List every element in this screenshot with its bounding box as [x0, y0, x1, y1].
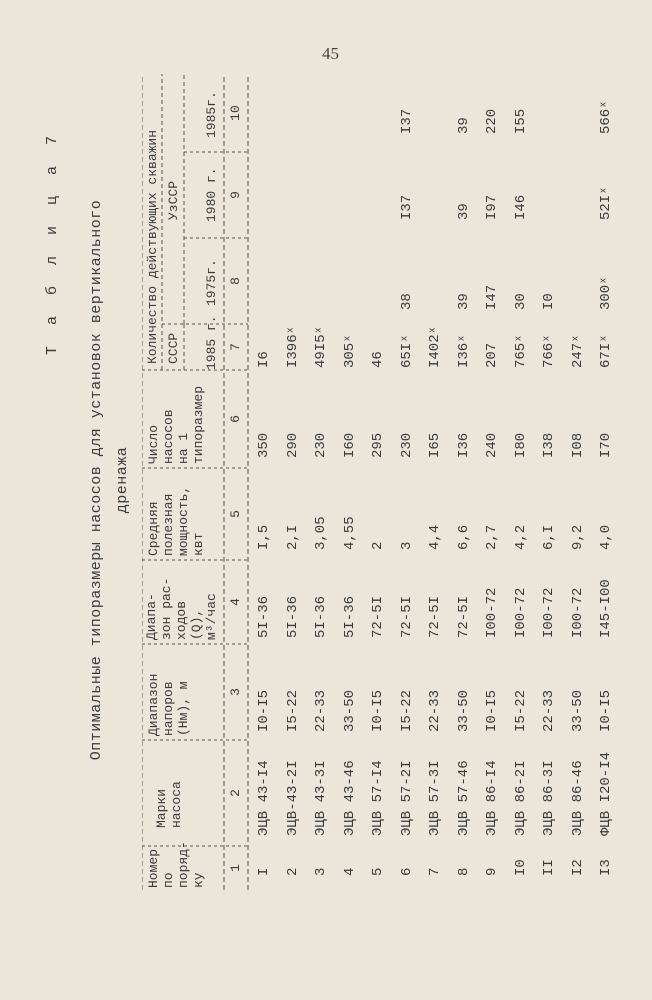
cell-row-number: I — [256, 867, 272, 876]
cell-flow-range: I00-72 — [484, 587, 500, 638]
cell-average-power: 3,05 — [313, 516, 329, 550]
cell-uz-1985: 39 — [455, 117, 472, 134]
cell-uz-1980: I97 — [484, 194, 500, 220]
cell-average-power: 2,I — [284, 524, 301, 550]
cell-pump-mark: ФЦВ I20-I4 — [598, 751, 614, 836]
cell-pump-count: I36 — [455, 432, 472, 458]
cell-ussr-1985: 49I5ˣ — [313, 325, 329, 368]
cell-pump-mark: ЭЦВ 86-46 — [569, 760, 586, 836]
cell-pump-count: I80 — [512, 432, 529, 458]
header-average-power: Средняя полезная мощность, квт — [146, 485, 206, 556]
column-number: 1 — [228, 864, 243, 872]
column-number: 2 — [228, 789, 243, 797]
header-pump-count: Число насосов на 1 типоразмер — [146, 385, 206, 464]
page-number: 45 — [322, 44, 339, 63]
cell-ussr-1985: 247ˣ — [569, 334, 586, 368]
cell-head-range: 22-33 — [541, 689, 557, 732]
cell-row-number: 8 — [455, 867, 472, 876]
cell-pump-mark: ЭЦВ 57-I4 — [370, 760, 386, 836]
cell-pump-mark: ЭЦВ 43-3I — [313, 760, 329, 836]
cell-pump-count: I70 — [598, 432, 614, 458]
column-number: 7 — [228, 343, 243, 351]
cell-pump-count: I60 — [341, 432, 358, 458]
cell-uz-1975: I0 — [541, 293, 557, 310]
column-number: 6 — [228, 415, 243, 423]
cell-row-number: I0 — [512, 859, 529, 876]
cell-ussr-1985: I402ˣ — [427, 325, 443, 368]
cell-pump-count: 290 — [284, 432, 301, 458]
pump-table — [142, 74, 630, 890]
cell-head-range: I0-I5 — [370, 689, 386, 732]
header-ussr: СССР — [166, 332, 181, 364]
cell-row-number: 3 — [313, 867, 329, 876]
cell-pump-count: I65 — [427, 432, 443, 458]
column-number: 3 — [228, 688, 243, 696]
cell-uz-1975: 39 — [455, 293, 472, 310]
cell-ussr-1985: I6 — [256, 351, 272, 368]
cell-flow-range: 5I-36 — [256, 595, 272, 638]
cell-uz-1985: 220 — [484, 108, 500, 134]
cell-average-power: 4,2 — [512, 524, 529, 550]
cell-uz-1980: I46 — [512, 194, 529, 220]
cell-uz-1980: 52Iˣ — [598, 186, 614, 220]
cell-ussr-1985: 207 — [484, 342, 500, 368]
header-uzssr: УзССР — [166, 180, 181, 220]
cell-pump-mark: ЭЦВ 57-2I — [398, 760, 415, 836]
cell-row-number: I3 — [598, 859, 614, 876]
cell-average-power: 6,6 — [455, 524, 472, 550]
cell-pump-mark: ЭЦВ 86-I4 — [484, 760, 500, 836]
cell-row-number: 2 — [284, 867, 301, 876]
cell-flow-range: 72-5I — [455, 595, 472, 638]
cell-average-power: 2 — [370, 541, 386, 550]
cell-uz-1975: I47 — [484, 284, 500, 310]
cell-average-power: 4,4 — [427, 524, 443, 550]
cell-uz-1975: 300ˣ — [598, 276, 614, 310]
cell-pump-count: I38 — [541, 432, 557, 458]
cell-flow-range: 5I-36 — [313, 595, 329, 638]
cell-average-power: 4,55 — [341, 516, 358, 550]
cell-head-range: 22-33 — [313, 689, 329, 732]
cell-uz-1985: I37 — [398, 108, 415, 134]
cell-average-power: 3 — [398, 541, 415, 550]
cell-row-number: 5 — [370, 867, 386, 876]
cell-uz-1975: 30 — [512, 293, 529, 310]
cell-ussr-1985: I396ˣ — [284, 325, 301, 368]
header-year-uz-1980: 1980 г. — [204, 167, 219, 222]
cell-average-power: 2,7 — [484, 524, 500, 550]
cell-ussr-1985: 65Iˣ — [398, 334, 415, 368]
cell-pump-count: 295 — [370, 432, 386, 458]
rotated-page-content — [40, 40, 640, 920]
cell-row-number: 6 — [398, 867, 415, 876]
cell-row-number: 4 — [341, 867, 358, 876]
cell-flow-range: I00-72 — [512, 587, 529, 638]
cell-head-range: I0-I5 — [598, 689, 614, 732]
cell-ussr-1985: 305ˣ — [341, 334, 358, 368]
cell-head-range: 33-50 — [341, 689, 358, 732]
cell-head-range: I5-22 — [398, 689, 415, 732]
header-pump-mark: Марки насоса — [154, 781, 184, 828]
cell-row-number: II — [541, 859, 557, 876]
table-title-line-2: дренажа — [114, 446, 131, 514]
cell-head-range: 33-50 — [569, 689, 586, 732]
cell-flow-range: 72-5I — [427, 595, 443, 638]
cell-flow-range: I45-I00 — [598, 579, 614, 638]
cell-ussr-1985: I36ˣ — [455, 334, 472, 368]
cell-uz-1980: 39 — [455, 203, 472, 220]
header-row-number: Номер по поряд- ку — [146, 841, 206, 888]
header-year-uz-1975: 1975г. — [204, 259, 219, 306]
table-title-line-1: Оптимальные типоразмеры насосов для установок вертикального — [88, 199, 105, 761]
cell-row-number: 9 — [484, 867, 500, 876]
cell-uz-1985: 566ˣ — [598, 100, 614, 134]
column-number: 8 — [228, 277, 243, 285]
cell-average-power: 9,2 — [569, 524, 586, 550]
cell-flow-range: I00-72 — [569, 587, 586, 638]
cell-pump-count: 350 — [256, 432, 272, 458]
cell-pump-count: 230 — [398, 432, 415, 458]
column-number: 5 — [228, 510, 243, 518]
column-number: 10 — [228, 105, 243, 121]
column-number: 9 — [228, 191, 243, 199]
cell-uz-1980: I37 — [398, 194, 415, 220]
cell-pump-mark: ЭЦВ 57-46 — [455, 760, 472, 836]
cell-pump-count: 240 — [484, 432, 500, 458]
cell-pump-mark: ЭЦВ 43-I4 — [256, 760, 272, 836]
cell-head-range: I5-22 — [284, 689, 301, 732]
cell-pump-mark: ЭЦВ-43-2I — [284, 760, 301, 836]
column-number: 4 — [228, 598, 243, 606]
cell-ussr-1985: 766ˣ — [541, 334, 557, 368]
header-flow-range: Диапа- зон рас- ходов (Q), м³/час — [144, 577, 219, 640]
cell-uz-1975: 38 — [398, 293, 415, 310]
cell-pump-count: 230 — [313, 432, 329, 458]
header-year-uz-1985: 1985г. — [204, 91, 219, 138]
cell-head-range: I0-I5 — [484, 689, 500, 732]
cell-ussr-1985: 67Iˣ — [598, 334, 614, 368]
cell-ussr-1985: 765ˣ — [512, 334, 529, 368]
header-year-ussr-1985: 1985 г. — [204, 315, 219, 370]
cell-pump-mark: ЭЦВ 86-2I — [512, 760, 529, 836]
cell-row-number: 7 — [427, 867, 443, 876]
cell-average-power: I,5 — [256, 524, 272, 550]
cell-flow-range: 5I-36 — [284, 595, 301, 638]
cell-pump-count: I08 — [569, 432, 586, 458]
header-active-wells: Количество действующих скважин — [145, 129, 160, 364]
cell-head-range: 33-50 — [455, 689, 472, 732]
cell-flow-range: 72-5I — [370, 595, 386, 638]
cell-average-power: 6,I — [541, 524, 557, 550]
cell-pump-mark: ЭЦВ 43-46 — [341, 760, 358, 836]
cell-flow-range: I00-72 — [541, 587, 557, 638]
cell-flow-range: 72-5I — [398, 595, 415, 638]
cell-uz-1985: I55 — [512, 108, 529, 134]
cell-head-range: I5-22 — [512, 689, 529, 732]
cell-ussr-1985: 46 — [370, 351, 386, 368]
cell-pump-mark: ЭЦВ 57-3I — [427, 760, 443, 836]
header-head-range: Диапазон напоров (Нм), м — [146, 673, 191, 736]
cell-pump-mark: ЭЦВ 86-3I — [541, 760, 557, 836]
cell-row-number: I2 — [569, 859, 586, 876]
cell-head-range: 22-33 — [427, 689, 443, 732]
cell-flow-range: 5I-36 — [341, 595, 358, 638]
table-label: Т а б л и ц а 7 — [44, 130, 61, 356]
cell-head-range: I0-I5 — [256, 689, 272, 732]
cell-average-power: 4,0 — [598, 524, 614, 550]
